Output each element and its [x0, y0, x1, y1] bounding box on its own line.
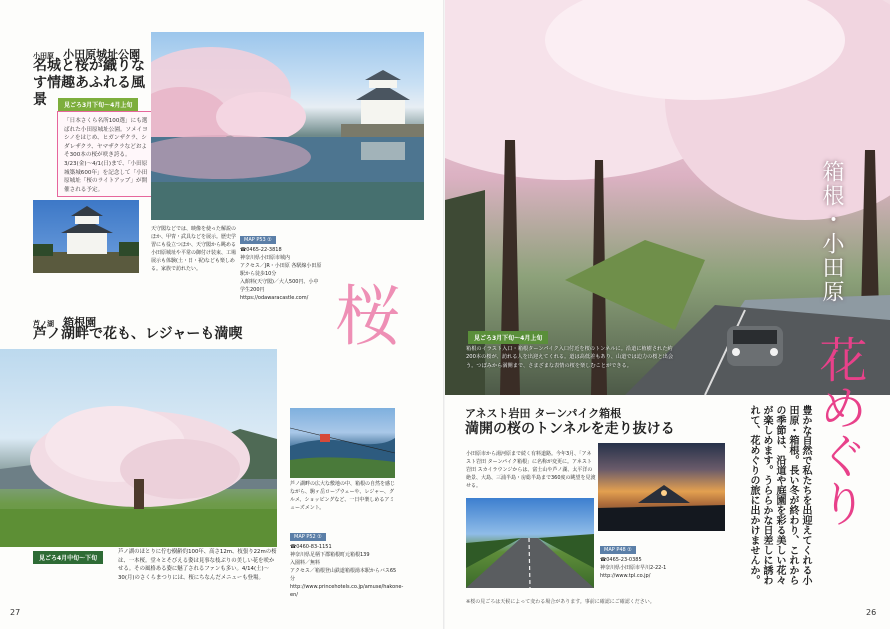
ashinoko-info-block [290, 523, 404, 599]
odawara-map-ref: MAP P53 ① [240, 236, 276, 244]
ashinoko-body2-text: 芦ノ湖畔の広大な敷地の中、箱根の自然を感じながら、駒ヶ岳ロープウェーや、レジャー、グルメ、ショッピングなど、一日中楽しめるアミューズメント。 [290, 481, 395, 511]
ropeway-illustration [290, 408, 395, 478]
odawara-season-badge: 見ごろ3月下旬〜4月上旬 [58, 98, 138, 111]
turnpike-address: 神奈川県小田原市早川2-22-1 [600, 565, 667, 571]
turnpike-headline: 満開の桜のトンネルを走り抜ける [465, 421, 675, 437]
turnpike-map-ref: MAP P48 ① [600, 546, 636, 554]
road-illustration [466, 498, 594, 588]
turnpike-body-text: 小田原市から湯河原まで続く有料道路。今年3月、「アネスト岩田 ターンパイク箱根」に名称が変更に。アネスト岩田 スカイラウンジからは、富士山や芦ノ湖、太平洋の絶景、大島、三浦半島・房総半島まで360度の眺望を見渡せる。 [466, 451, 596, 489]
ashinoko-location: 芦ノ湖 [33, 320, 54, 328]
turnpike-name: アネスト岩田 ターンパイク箱根 [465, 407, 622, 420]
ashinoko-url[interactable]: http://www.princehotels.co.jp/amuse/hakone-en/ [290, 584, 404, 598]
odawara-location: 小田原 [33, 52, 54, 60]
odawara-phone: ☎0465-22-3818 [240, 247, 282, 253]
ashinoko-body-text: 芦ノ湖のほとりに佇む樹齢約100年、高さ12m、枝張り22mの桜は、一本桜。堂々とそびえる姿は見事な枝ぶりの美しい花を咲かせる。その風格ある姿に魅了されるファンも多い。4/14(土)〜30(月)のさくらまつりには、桜にちなんだメニューも登場。 [118, 549, 277, 581]
hero-caption: 箱根のイラスト入口・箱根ターンパイク入口付近を桜のトンネルに。沿道に植樹された約200本の桜が、訪れる人を出迎えてくれる。道は高低差もあり、山道では迫力の桜と出会う。つぼみから満開まで、さまざまな表情の桜を楽しむことができる。 [466, 346, 674, 369]
turnpike-season-badge: 見ごろ3月下旬〜4月上旬 [468, 331, 548, 344]
sunset-illustration [598, 443, 725, 531]
odawara-body-text: 天守閣などでは、映像を使った解説のほか、甲冑・武具などを展示。歴史学習にも役立つほか、天守閣から眺める小田原城址や平常の御付け装束、工場展示も体験(土・日・祝)なども楽しめる。家族で訪れたい。 [151, 226, 236, 272]
ashinoko-address: 神奈川県足柄下郡箱根町元箱根139 [290, 552, 370, 558]
odawara-url[interactable]: https://odawaracastle.com/ [240, 295, 309, 301]
odawara-fee: 入館料(天守閣)／大人500円、小中学生200円 [240, 279, 319, 293]
ashinoko-access: アクセス／箱根登山鉄道箱根湯本駅からバス65分 [290, 568, 397, 582]
feature-title-main: 花めぐり [811, 335, 867, 527]
road-photo [466, 498, 594, 588]
feature-title-top: 箱根・小田原 [819, 160, 844, 304]
turnpike-url[interactable]: http://www.tpl.co.jp/ [600, 573, 651, 579]
sunset-fuji-photo [598, 443, 725, 531]
turnpike-phone: ☎0465-23-0385 [600, 557, 642, 563]
odawara-info-block [240, 226, 322, 302]
odawara-castle-illustration [151, 32, 424, 220]
turnpike-info-block [600, 536, 710, 580]
page-number-right: 26 [866, 608, 877, 617]
odawara-address: 神奈川県小田原市城内 [240, 255, 291, 261]
ashinoko-fee: 入園料／無料 [290, 560, 321, 566]
ashinoko-map-ref: MAP P52 ① [290, 533, 326, 541]
ashinoko-season-badge: 見ごろ4月中旬〜下旬 [33, 551, 103, 564]
odawara-info-box: 「日本さくら名所100選」にも選ばれた小田原城址公園。ソメイヨシノをはじめ、ヒガンザクラ、シダレザクラ、ヤマザクラなどおよそ300本の桜が咲き誇る。3/23(金)〜4/1(日)まで、「小田原城築城600年」を記念して「小田原城址「桜のライトアップ」が開催される予定。 [57, 111, 157, 197]
castle-tower-photo [33, 200, 139, 273]
ashinoko-name: 箱根園 [63, 316, 97, 329]
odawara-headline: 名城と桜が織りなす情趣あふれる風景 [33, 58, 145, 108]
season-note: ※桜の見ごろは天候によって変わる場合があります。事前に確認にご確認ください。 [466, 599, 655, 605]
ashinoko-cherry-tree-photo [0, 349, 277, 547]
ashinoko-phone: ☎0460-83-1151 [290, 544, 332, 550]
feature-intro: 豊かな自然で私たちを出迎えてくれる小田原・箱根。長い冬が終わり、これからの季節は、沿道や庭園を彩る美しい花々が楽しめます。うららかな日差しに誘われて、花めぐりの旅に出かけませんか。 [748, 405, 811, 585]
odawara-castle-photo [151, 32, 424, 220]
odawara-access: アクセス／JR・小田原 各駅線小田原駅から徒歩10分 [240, 263, 322, 277]
ashinoko-headline: 芦ノ湖畔で花も、レジャーも満喫 [33, 326, 243, 342]
page-number-left: 27 [10, 608, 21, 617]
castle-tower-illustration [33, 200, 139, 273]
sakura-kanji: 桜 [335, 278, 401, 355]
odawara-name: 小田原城址公園 [63, 48, 141, 61]
ropeway-photo [290, 408, 395, 478]
ashinoko-tree-illustration [0, 349, 277, 547]
